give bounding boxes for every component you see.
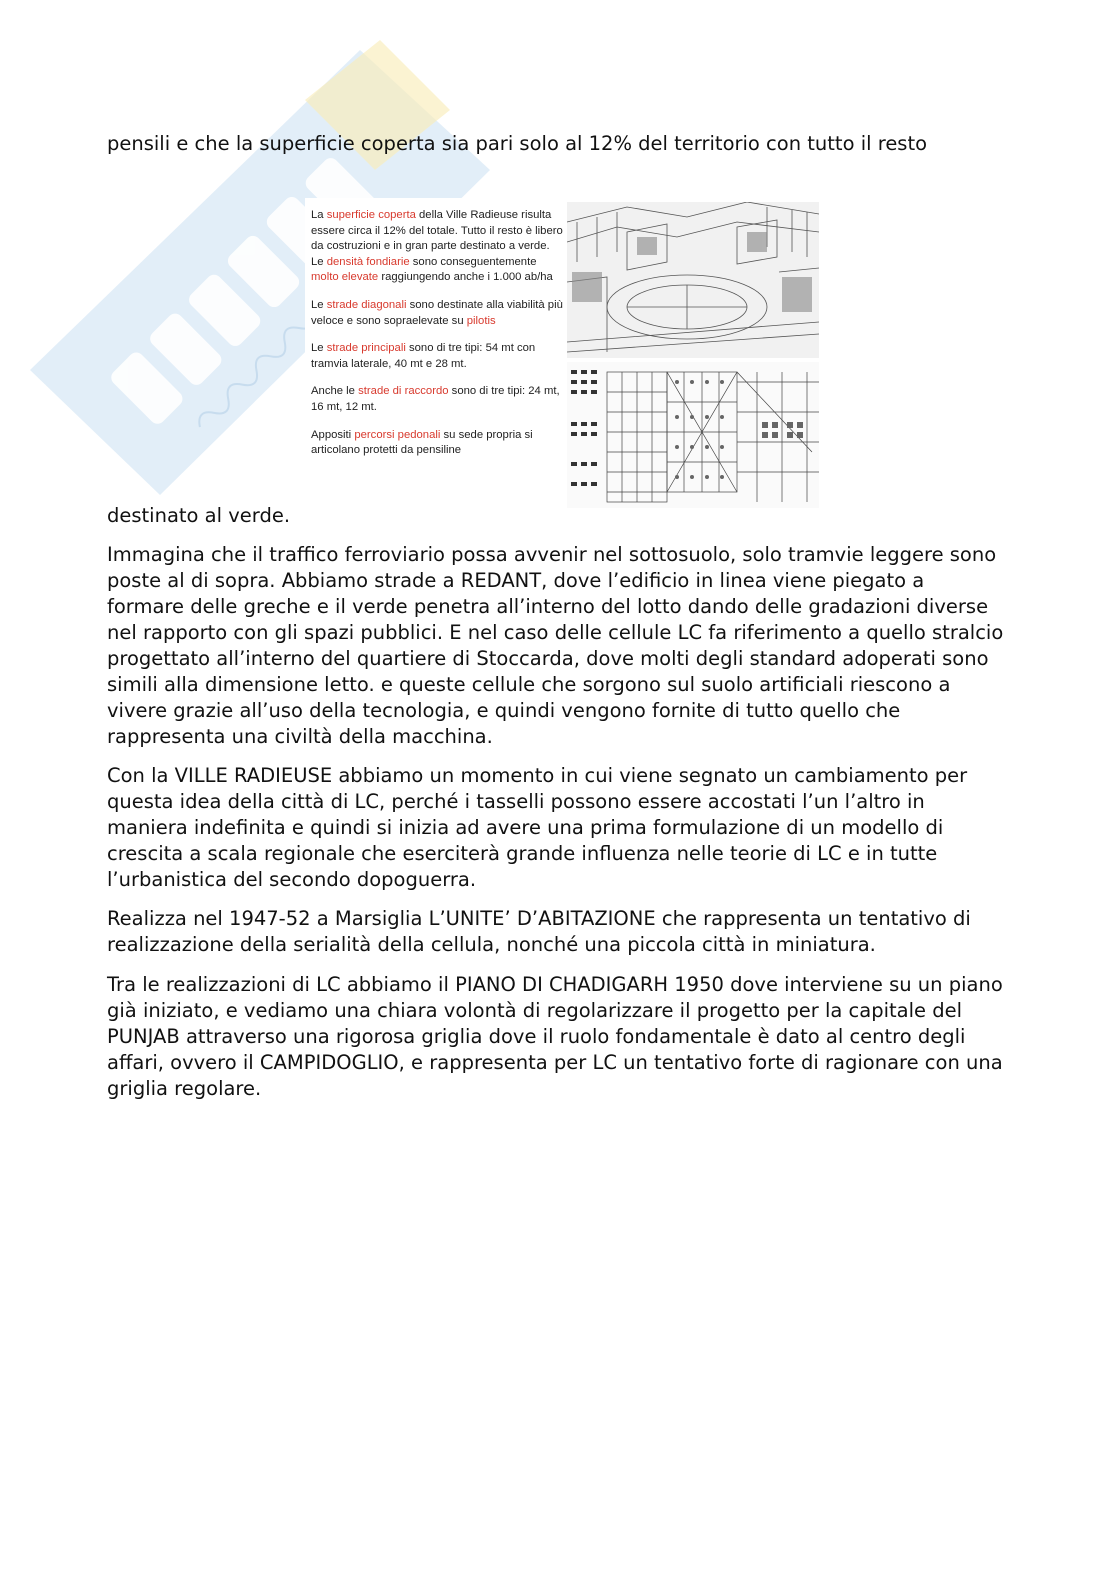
paragraph-unite-abitazione: Realizza nel 1947-52 a Marsiglia L’UNITE’ D’ABITAZIONE che rappresenta un tentativo di realizzazione della serialità della cellula, nonché una piccola città in miniatura. bbox=[107, 907, 971, 956]
figure-caption-paragraph: La superficie coperta della Ville Radieuse risulta essere circa il 12% del totale. Tutto il resto è libero da costruzioni e in gran parte destinato a verde. Le densità fondiarie sono conseguentemente molto elevate raggiungendo anche i 1.000 ab/ha bbox=[311, 209, 563, 284]
city-grid-plan bbox=[567, 362, 819, 508]
ville-radieuse-figure bbox=[305, 198, 825, 514]
paragraph-ville-radieuse: Con la VILLE RADIEUSE abbiamo un momento in cui viene segnato un cambiamento per questa idea della città di LC, perché i tasselli possono essere accostati l’un l’altro in maniera indefinita e quindi si inizia ad avere una prima formulazione di un modello di crescita a scala regionale che eserciterà grande influenza nelle teorie di LC e in tutte l’urbanistica del secondo dopoguerra. bbox=[107, 764, 968, 891]
paragraph-chandigarh: Tra le realizzazioni di LC abbiamo il PIANO DI CHADIGARH 1950 dove interviene su un piano già iniziato, e vediamo una chiara volontà di regolarizzare il progetto per la capitale del PUNJAB attraverso una rigorosa griglia dove il ruolo fondamentale è dato al centro degli affari, ovvero il CAMPIDOGLIO, e rappresenta per LC un tentativo forte di ragionare con una griglia regolare. bbox=[107, 973, 1003, 1100]
figure-caption bbox=[311, 208, 563, 471]
text-line-top: pensili e che la superficie coperta sia pari solo al 12% del territorio con tutto il resto bbox=[107, 132, 928, 155]
paragraph-redant: Immagina che il traffico ferroviario possa avvenir nel sottosuolo, solo tramvie leggere sono poste al di sopra. Abbiamo strade a REDANT, dove l’edificio in linea viene piegato a formare delle greche e il verde penetra all’interno del lotto dando delle gradazioni diverse nel rapporto con gli spazi pubblici. E nel caso delle cellule LC fa riferimento a quello stralcio progettato all’interno del quartiere di Stoccarda, dove molti degli standard adoperati sono simili alla dimensione letto. e queste cellule che sorgono sul suolo artificiali riescono a vivere grazie all’uso della tecnologia, e quindi vengono fornite di tutto quello che rappresenta una civiltà della macchina. bbox=[107, 543, 1004, 748]
figure-caption-paragraph: Le strade principali sono di tre tipi: 54 mt con tramvia laterale, 40 mt e 28 mt. bbox=[311, 342, 536, 370]
figure-caption-paragraph: Appositi percorsi pedonali su sede propria si articolano protetti da pensiline bbox=[311, 428, 533, 457]
figure-caption-paragraph: Le strade diagonali sono destinate alla viabilità più veloce e sono sopraelevate su pilotis bbox=[311, 298, 563, 327]
text-line-continuation: destinato al verde. bbox=[107, 504, 291, 527]
figure-caption-paragraph: Anche le strade di raccordo sono di tre tipi: 24 mt, 16 mt, 12 mt. bbox=[311, 385, 560, 413]
city-perspective-sketch bbox=[567, 202, 819, 358]
